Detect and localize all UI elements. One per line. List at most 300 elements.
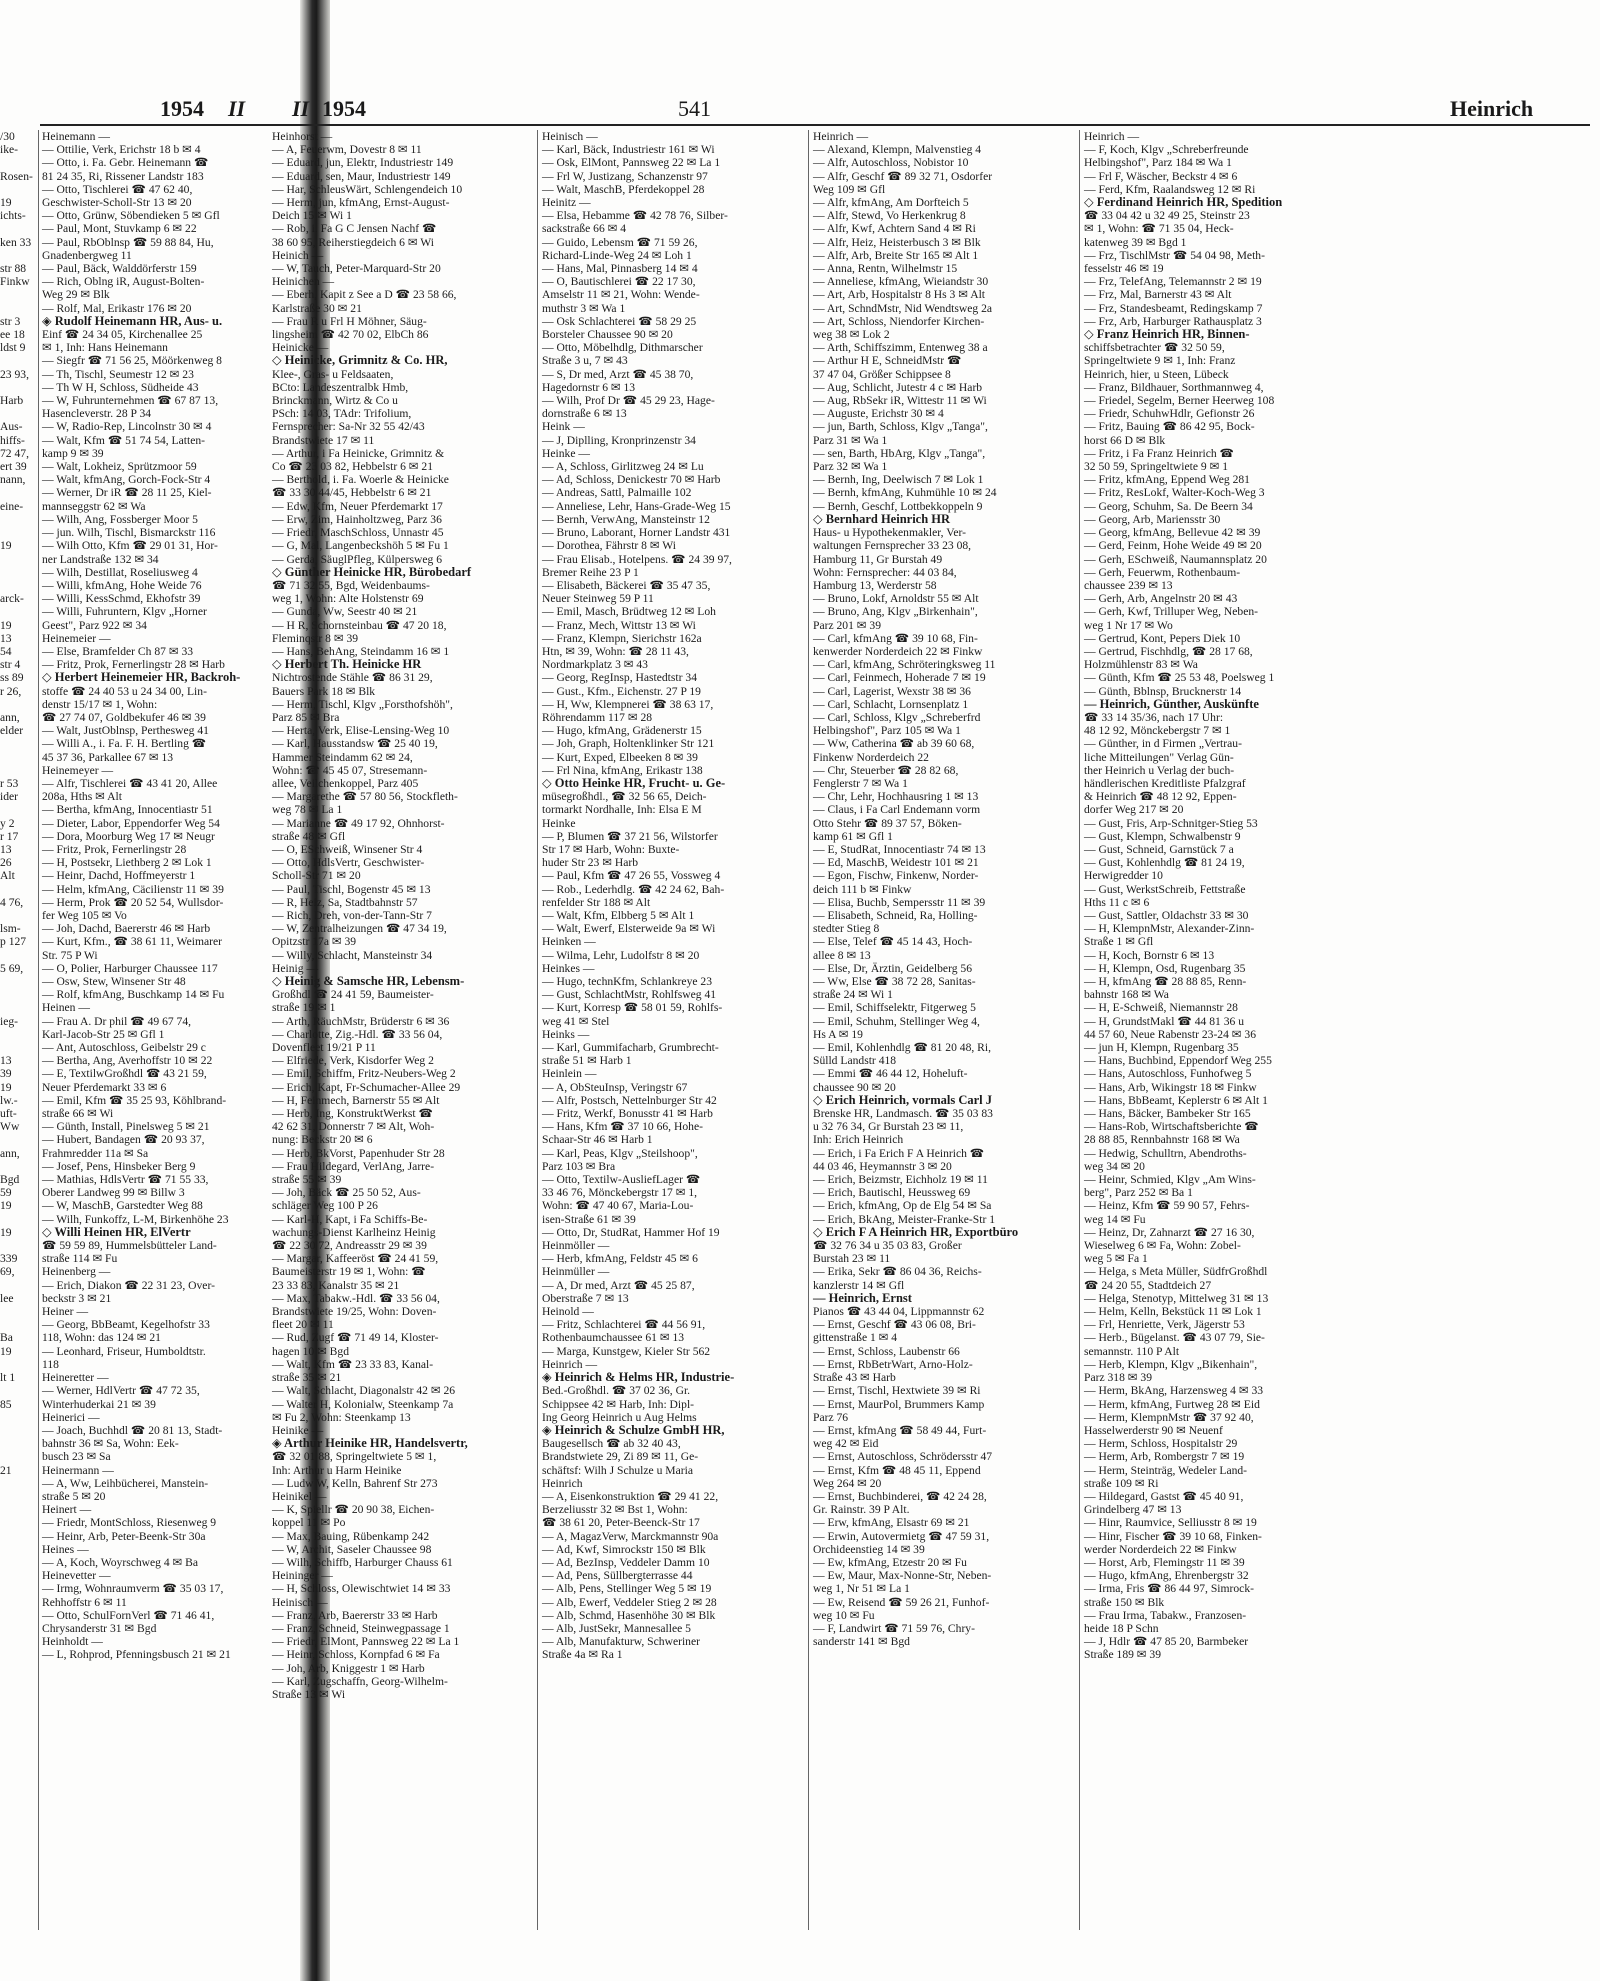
- margin-fragment: [0, 1160, 40, 1173]
- directory-entry-line: — Hugo, technKfm, Schlankreye 23: [542, 975, 713, 988]
- directory-entry-line: — Hugo, kfmAng, Ehrenbergstr 32: [1084, 1569, 1249, 1583]
- margin-fragment: str 88: [0, 262, 27, 276]
- directory-entry-line: — Aug, RbSekr iR, Wittestr 11 ✉ Wi: [813, 394, 987, 408]
- directory-entry-line: — Ernst, Tischl, Hextwiete 39 ✉ Ri: [813, 1384, 981, 1398]
- surname-heading: Heinisch —: [542, 130, 598, 143]
- directory-entry-line: — Erich, Kapt, Fr-Schumacher-Allee 29: [272, 1080, 461, 1094]
- directory-entry-line: berg", Parz 252 ✉ Ba 1: [1084, 1186, 1193, 1200]
- directory-entry-line: — Gust, Kohlenhdlg ☎ 81 24 19,: [1084, 856, 1245, 870]
- directory-entry-line: kanzlerstr 14 ✉ Gfl: [813, 1278, 905, 1292]
- directory-entry-line: — W, Archit, Saseler Chaussee 98: [272, 1542, 432, 1556]
- directory-entry-line: — Alfr, Postsch, Nettelnburger Str 42: [542, 1093, 717, 1107]
- margin-fragment: 5 69,: [0, 961, 24, 975]
- directory-entry-line: Neuer Pferdemarkt 33 ✉ 6: [42, 1080, 167, 1094]
- directory-entry-line: Helbingshof", Parz 105 ✉ Wa 1: [813, 724, 961, 738]
- directory-entry-line: — Osk Schlachterei ☎ 58 29 25: [542, 314, 697, 328]
- directory-entry-line: — Ww, Else ☎ 38 72 28, Sanitas-: [813, 975, 976, 988]
- directory-entry-line: — Emil, Schiffm, Fritz-Neubers-Weg 2: [272, 1067, 456, 1081]
- margin-fragment: [0, 1384, 40, 1397]
- directory-entry-line: straße 24 ✉ Wi 1: [813, 988, 893, 1002]
- directory-entry-line: 28 88 85, Rennbahnstr 168 ✉ Wa: [1084, 1133, 1240, 1147]
- directory-entry-line: straße 5 ✉ 20: [42, 1489, 106, 1503]
- directory-entry-line: wachungs-Dienst Karlheinz Heinig: [272, 1225, 436, 1239]
- directory-entry-line: Winterhuderkai 21 ✉ 39: [42, 1397, 156, 1411]
- directory-entry-line: — sen, Barth, HbArg, Klgv „Tanga",: [813, 446, 986, 460]
- directory-entry-line: fer Weg 105 ✉ Vo: [42, 908, 127, 922]
- directory-entry-line: ◇ Otto Heinke HR, Frucht- u. Ge-: [542, 775, 726, 790]
- directory-entry-line: 44 57 60, Neue Rabenstr 23-24 ✉ 36: [1084, 1027, 1256, 1041]
- directory-entry-line: ☎ 32 01 88, Springeltwiete 5 ✉ 1,: [272, 1450, 437, 1464]
- directory-entry-line: — Frau Irma, Tabakw., Franzosen-: [1084, 1608, 1247, 1622]
- directory-entry-line: — Werner, Dr iR ☎ 28 11 25, Kiel-: [42, 486, 212, 500]
- margin-fragment: [0, 1239, 40, 1252]
- margin-fragment: ken 33: [0, 235, 32, 249]
- directory-entry-line: — Hugo, kfmAng, Grädenerstr 15: [542, 724, 702, 738]
- directory-entry-line: — Frz, Mal, Barnerstr 43 ✉ Alt: [1084, 288, 1232, 302]
- directory-entry-line: — Paul, Tischl, Bogenstr 45 ✉ 13: [272, 882, 431, 896]
- directory-entry-line: — Otto, Möbelhdlg, Dithmarscher: [542, 341, 703, 355]
- directory-entry-line: — Rich, Oblng iR, August-Bolten-: [42, 275, 205, 289]
- left-header-year: 1954: [160, 96, 204, 121]
- margin-fragment: nann,: [0, 473, 26, 487]
- directory-entry-line: denstr 15/17 ✉ 1, Wohn:: [42, 697, 158, 711]
- directory-entry-line: — Egon, Fischw, Finkenw, Norder-: [813, 869, 979, 883]
- directory-entry-line: waltungen Fernsprecher 33 23 08,: [813, 539, 972, 553]
- left-page-margin-fragments: [0, 130, 40, 1477]
- directory-entry-line: beckstr 3 ✉ 21: [42, 1291, 112, 1305]
- directory-entry-line: — Elisabeth, Schneid, Ra, Holling-: [813, 908, 978, 922]
- directory-entry-line: straße 150 ✉ Blk: [1084, 1595, 1165, 1609]
- surname-heading: Heinert —: [42, 1503, 92, 1517]
- surname-heading: Heineretter —: [42, 1371, 109, 1385]
- directory-entry-line: — Herm, Tischl, Klgv „Forsthofshöh",: [272, 697, 453, 711]
- directory-entry-line: Rothenbaumchaussee 61 ✉ 13: [542, 1331, 685, 1345]
- directory-entry-line: Weg 264 ✉ 20: [813, 1476, 882, 1490]
- directory-entry-line: — Wilh, Funkoffz, L-M, Birkenhöhe 23: [42, 1212, 229, 1226]
- margin-fragment: Alt: [0, 869, 15, 883]
- directory-entry-line: — Gust, WerkstSchreib, Fettstraße: [1084, 882, 1246, 896]
- directory-entry-line: — Paul, RbOblnsp ☎ 59 88 84, Hu,: [42, 235, 214, 249]
- directory-entry-line: — O, ESchweiß, Winsener Str 4: [272, 842, 423, 856]
- directory-entry-line: — Siegfr ☎ 71 56 25, Möörkenweg 8: [42, 354, 222, 368]
- directory-entry-line: ther Heinrich u Verlag der buch-: [1084, 763, 1235, 777]
- directory-entry-line: chaussee 90 ✉ 20: [813, 1080, 896, 1094]
- surname-heading: Heines —: [42, 1542, 89, 1556]
- margin-fragment: [0, 1424, 40, 1437]
- directory-entry-line: allee, Veilchenkoppel, Parz 405: [272, 776, 419, 790]
- directory-entry-line: — jun. Wilh, Tischl, Bismarckstr 116: [42, 526, 216, 540]
- directory-entry-line: 81 24 35, Ri, Rissener Landstr 183: [42, 169, 204, 183]
- directory-entry-line: — Carl, Feinmech, Hoherade 7 ✉ 19: [813, 671, 986, 685]
- directory-entry-line: — Andreas, Sattl, Palmaille 102: [542, 486, 692, 500]
- directory-entry-line: Finkenw Norderdeich 22: [813, 750, 929, 764]
- directory-entry-line: Bauers Park 18 ✉ Blk: [272, 684, 376, 698]
- directory-entry-line: dornstraße 6 ✉ 13: [542, 407, 627, 421]
- directory-entry-line: straße 114 ✉ Fu: [42, 1252, 118, 1266]
- directory-entry-line: — H, KlempnMstr, Alexander-Zinn-: [1084, 922, 1255, 936]
- directory-entry-line: — Claus, i Fa Carl Endemann vorm: [813, 803, 981, 817]
- directory-entry-line: Heinrich: [542, 1476, 583, 1490]
- directory-entry-line: — Bruno, Lokf, Arnoldstr 55 ✉ Alt: [813, 592, 979, 606]
- margin-fragment: ann,: [0, 710, 20, 724]
- directory-entry-line: — Ernst, MaurPol, Brummers Kamp: [813, 1397, 985, 1411]
- directory-entry-line: — Franz, Bildhauer, Sorthmannweg 4,: [1084, 380, 1264, 394]
- directory-entry-line: — Georg, RegInsp, Hastedtstr 34: [542, 671, 697, 685]
- directory-entry-line: — A, Ww, Leihbücherei, Manstein-: [42, 1476, 209, 1490]
- margin-fragment: [0, 949, 40, 962]
- directory-entry-line: — Günth, Bblnsp, Brucknerstr 14: [1084, 684, 1242, 698]
- directory-entry-line: — Joh, Bäck ☎ 25 50 52, Aus-: [272, 1186, 421, 1200]
- directory-entry-line: — Rolf, Mal, Erikastr 176 ✉ 20: [42, 301, 192, 315]
- directory-entry-line: 23 33 83, Kanalstr 35 ✉ 21: [272, 1278, 400, 1292]
- directory-entry-line: — Hans, Buchbind, Eppendorf Weg 255: [1084, 1054, 1272, 1068]
- directory-entry-line: — Heinr, Schmied, Klgv „Am Wins-: [1084, 1173, 1256, 1187]
- directory-entry-line: — Frl, Henriette, Verk, Jägerstr 53: [1084, 1318, 1245, 1332]
- margin-fragment: [0, 579, 40, 592]
- directory-entry-line: — Bruno, Laborant, Horner Landstr 431: [542, 526, 731, 540]
- directory-entry-line: ✉ 1, Wohn: ☎ 71 35 04, Heck-: [1084, 222, 1234, 236]
- directory-entry-line: — W, Fuhrunternehmen ☎ 67 87 13,: [42, 394, 219, 408]
- directory-entry-line: — Gust, Klempn, Schwalbenstr 9: [1084, 829, 1241, 843]
- directory-entry-line: — Walt, Ewerf, Elsterweide 9a ✉ Wi: [542, 922, 716, 936]
- directory-entry-line: ◇ Ferdinand Heinrich HR, Spedition: [1084, 195, 1283, 210]
- directory-entry-line: straße 109 ✉ Ri: [1084, 1476, 1159, 1490]
- directory-entry-line: — Marianne ☎ 49 17 92, Ohnhorst-: [272, 816, 445, 830]
- surname-heading: Heinemeyer —: [42, 763, 114, 777]
- directory-entry-line: nung: Beckstr 20 ✉ 6: [272, 1133, 373, 1147]
- directory-entry-line: — Willi A., i. Fa. F. H. Bertling ☎: [42, 737, 207, 751]
- directory-entry-line: — Herm, Schloss, Hospitalstr 29: [1084, 1437, 1238, 1451]
- margin-fragment: Rosen-: [0, 169, 33, 183]
- directory-entry-line: — Willi, Fuhruntern, Klgv „Horner: [42, 605, 207, 619]
- directory-entry-line: — Ed, MaschB, Weidestr 101 ✉ 21: [813, 856, 979, 870]
- directory-entry-line: — Kurt, Exped, Elbeeken 8 ✉ 39: [542, 750, 698, 764]
- directory-entry-line: — Eduard, sen, Maur, Industriestr 149: [272, 169, 451, 183]
- directory-entry-line: — Frau Hildegard, VerlAng, Jarre-: [272, 1159, 435, 1173]
- margin-fragment: 13: [0, 631, 12, 645]
- surname-heading: Heinenberg —: [42, 1265, 111, 1279]
- directory-entry-line: 48 12 92, Mönckebergstr 7 ✉ 1: [1084, 724, 1231, 738]
- surname-heading: Heinks —: [542, 1027, 590, 1041]
- directory-entry-line: — Heinr, Dachd, Hoffmeyerstr 1: [42, 869, 196, 883]
- directory-entry-line: Einf ☎ 24 34 05, Kirchenallee 25: [42, 328, 203, 342]
- directory-entry-line: kamp 61 ✉ Gfl 1: [813, 829, 893, 843]
- margin-fragment: [0, 156, 40, 169]
- directory-entry-line: — Anneliese, kfmAng, Wieiandstr 30: [813, 275, 989, 289]
- margin-fragment: [0, 553, 40, 566]
- margin-fragment: 21: [0, 1463, 12, 1477]
- directory-entry-line: — Erwin, Autovermietg ☎ 47 59 31,: [813, 1529, 990, 1543]
- margin-fragment: [0, 381, 40, 394]
- surname-heading: Heinig —: [272, 961, 319, 975]
- margin-fragment: 69,: [0, 1265, 15, 1279]
- directory-entry-line: — Alfr, kfmAng, Am Dorfteich 5: [813, 196, 969, 210]
- directory-entry-line: — Alfr, Geschf ☎ 89 32 71, Osdorfer: [813, 169, 993, 183]
- margin-fragment: 19: [0, 1225, 12, 1239]
- directory-entry-line: — Ew, Maur, Max-Nonne-Str, Neben-: [813, 1569, 992, 1583]
- directory-entry-line: muthstr 3 ✉ Wa 1: [542, 301, 626, 315]
- directory-entry-line: Weg 109 ✉ Gfl: [813, 182, 886, 196]
- directory-entry-line: — Berthold, i. Fa. Woerle & Heinicke: [272, 473, 449, 487]
- directory-entry-line: — Walt, Kfm, Elbberg 5 ✉ Alt 1: [542, 908, 695, 922]
- directory-entry-line: — Karl, Bäck, Industriestr 161 ✉ Wi: [542, 143, 715, 157]
- directory-entry-line: Holzmühlenstr 83 ✉ Wa: [1084, 658, 1198, 672]
- directory-entry-line: — Hildegard, Gastst ☎ 45 40 91,: [1084, 1489, 1244, 1503]
- surname-heading: Heinmüller —: [542, 1265, 610, 1279]
- directory-entry-line: Großhdl ☎ 24 41 59, Baumeister-: [272, 988, 434, 1002]
- surname-heading: Heinke —: [542, 446, 590, 460]
- directory-entry-line: schäftsf: Wilh J Schulze u Maria: [542, 1463, 693, 1477]
- directory-entry-line: 32 50 59, Springeltwiete 9 ✉ 1: [1084, 460, 1228, 474]
- directory-entry-line: ◈ Rudolf Heinemann HR, Aus- u.: [42, 313, 223, 328]
- margin-fragment: [0, 1358, 40, 1371]
- directory-entry-line: Straße 189 ✉ 39: [1084, 1648, 1162, 1662]
- directory-entry-line: — Elsa, Hebamme ☎ 42 78 76, Silber-: [542, 209, 728, 223]
- directory-entry-line: — O, Polier, Harburger Chaussee 117: [42, 961, 218, 975]
- margin-fragment: [0, 526, 40, 539]
- directory-entry-line: Parz 32 ✉ Wa 1: [813, 460, 888, 474]
- directory-entry-line: — Chr, Steuerber ☎ 28 82 68,: [813, 763, 959, 777]
- directory-entry-line: ◇ Herbert Heinemeier HR, Backroh-: [42, 670, 241, 685]
- directory-entry-line: — Otto, SchulFornVerl ☎ 71 46 41,: [42, 1608, 215, 1622]
- directory-entry-line: — Walt, Schlacht, Diagonalstr 42 ✉ 26: [272, 1384, 456, 1398]
- directory-entry-line: Parz 103 ✉ Bra: [542, 1159, 616, 1173]
- surname-heading: Heinike —: [272, 1423, 324, 1437]
- directory-entry-line: ◇ Herbert Th. Heinicke HR: [272, 657, 422, 672]
- directory-entry-line: Deich 15 ✉ Wi 1: [272, 209, 352, 223]
- directory-entry-line: — Alb, Ewerf, Veddeler Stieg 2 ✉ 28: [542, 1595, 717, 1609]
- directory-entry-line: Baugesellsch ☎ ab 32 40 43,: [542, 1437, 681, 1451]
- directory-entry-line: Fleminqstr 8 ✉ 39: [272, 631, 359, 645]
- margin-fragment: ichts-: [0, 209, 26, 223]
- directory-entry-line: Htn, ✉ 39, Wohn: ☎ 28 11 43,: [542, 644, 689, 658]
- margin-fragment: [0, 183, 40, 196]
- directory-entry-line: — Irmg, Wohnraumverm ☎ 35 03 17,: [42, 1582, 224, 1596]
- directory-entry-line: straße 66 ✉ Wi: [42, 1107, 114, 1121]
- directory-entry-line: — Irma, Fris ☎ 86 44 97, Simrock-: [1084, 1582, 1254, 1596]
- directory-entry-line: — Heinz, Dr, Zahnarzt ☎ 27 16 30,: [1084, 1225, 1255, 1239]
- directory-entry-line: — Walt, Kfm ☎ 51 74 54, Latten-: [42, 433, 206, 447]
- directory-entry-line: — Erich, Bautischl, Heussweg 69: [813, 1186, 971, 1200]
- margin-fragment: [0, 1213, 40, 1226]
- margin-fragment: ss 89: [0, 671, 24, 685]
- directory-entry-line: Otto Stehr ☎ 89 37 57, Böken-: [813, 816, 962, 830]
- margin-fragment: [0, 249, 40, 262]
- directory-entry-line: — Ernst, Schloss, Laubenstr 66: [813, 1344, 960, 1358]
- directory-entry-line: Parz 85 ✉ Bra: [272, 710, 340, 724]
- directory-entry-line: Schaar-Str 46 ✉ Harb 1: [542, 1133, 653, 1147]
- directory-entry-line: Scholl-Str 71 ✉ 20: [272, 869, 361, 883]
- directory-entry-line: Pianos ☎ 43 44 04, Lippmannstr 62: [813, 1305, 985, 1319]
- directory-entry-line: händlerischen Kreditliste Pfalzgraf: [1084, 776, 1246, 790]
- directory-entry-line: — E, TextilwGroßhdl ☎ 43 21 59,: [42, 1067, 207, 1081]
- directory-entry-line: ◇ Willi Heinen HR, ElVertr: [42, 1224, 191, 1239]
- directory-entry-line: — Fritz, Schlachterei ☎ 44 56 91,: [542, 1318, 706, 1332]
- directory-entry-line: Klee-, Gras- u Feldsaaten,: [272, 367, 394, 381]
- margin-fragment: 19: [0, 1344, 12, 1358]
- directory-entry-line: weg 14 ✉ Fu: [1084, 1212, 1146, 1226]
- directory-entry-line: — Gust., Kfm., Eichenstr. 27 P 19: [542, 684, 701, 698]
- directory-entry-line: Inh: Erich Heinrich: [813, 1133, 904, 1147]
- directory-entry-line: — Bernh, Ing, Deelwisch 7 ✉ Lok 1: [813, 473, 984, 487]
- directory-entry-line: — Max, Bauing, Rübenkamp 242: [272, 1529, 430, 1543]
- surname-heading: Heinermann —: [42, 1463, 114, 1477]
- margin-fragment: 72 47,: [0, 446, 29, 460]
- surname-heading: Heinemeier —: [42, 631, 111, 645]
- margin-fragment: eine-: [0, 499, 24, 513]
- directory-entry-line: — Günth, Kfm ☎ 25 53 48, Poelsweg 1: [1084, 671, 1275, 685]
- directory-entry-line: — Hubert, Bandagen ☎ 20 93 37,: [42, 1133, 205, 1147]
- directory-entry-line: — Emil, Masch, Brüdtweg 12 ✉ Loh: [542, 605, 716, 619]
- directory-entry-line: 44 03 46, Heymannstr 3 ✉ 20: [813, 1159, 952, 1173]
- directory-entry-line: — Ernst, Kfm ☎ 48 45 11, Eppend: [813, 1463, 981, 1477]
- directory-entry-line: — Emil, Kfm ☎ 35 25 93, Köhlbrand-: [42, 1093, 227, 1107]
- directory-entry-line: — Hinr, Fischer ☎ 39 10 68, Finken-: [1084, 1529, 1262, 1543]
- directory-entry-line: Hasselwerderstr 90 ✉ Neuenf: [1084, 1423, 1223, 1437]
- directory-entry-line: — Heinr, Schloss, Kornpfad 6 ✉ Fa: [272, 1648, 440, 1662]
- left-page: [0, 0, 300, 1981]
- directory-entry-line: Ing Georg Heinrich u Aug Helms: [542, 1410, 697, 1424]
- directory-entry-line: — Erika, Sekr ☎ 86 04 36, Reichs-: [813, 1265, 982, 1279]
- directory-entry-line: — J, Hdlr ☎ 47 85 20, Barmbeker: [1084, 1635, 1249, 1649]
- directory-entry-line: Brinckmann, Wirtz & Co u: [272, 394, 398, 408]
- directory-entry-line: — Herb, Ing, KonstruktWerkst ☎: [272, 1107, 433, 1121]
- directory-entry-line: Opitzstr 17a ✉ 39: [272, 935, 357, 949]
- directory-entry-line: 33 46 76, Mönckebergstr 17 ✉ 1,: [542, 1186, 698, 1200]
- directory-entry-line: straße 19 ✉ 1: [272, 1001, 336, 1015]
- directory-entry-line: ☎ 71 32 55, Bgd, Weidenbaums-: [272, 578, 430, 592]
- directory-entry-line: — Auguste, Erichstr 30 ✉ 4: [813, 407, 944, 421]
- directory-entry-line: Heinrich, hier, u Steen, Lübeck: [1084, 367, 1229, 381]
- directory-entry-line: — Carl, kfmAng ☎ 39 10 68, Fin-: [813, 631, 978, 645]
- directory-entry-line: Röhrendamm 117 ✉ 28: [542, 710, 653, 724]
- directory-entry-line: — Alfr, Kwf, Achtern Sand 4 ✉ Ri: [813, 222, 976, 236]
- margin-fragment: ldst 9: [0, 341, 26, 355]
- margin-fragment: 19: [0, 196, 12, 210]
- surname-heading: Heinemann —: [42, 130, 110, 143]
- directory-entry-line: Str. 75 P Wi: [42, 948, 98, 962]
- directory-entry-line: — Elfriede, Verk, Kisdorfer Weg 2: [272, 1054, 434, 1068]
- directory-entry-line: chaussee 239 ✉ 13: [1084, 578, 1173, 592]
- directory-entry-line: — Ad, Schloss, Denickestr 70 ✉ Harb: [542, 473, 721, 487]
- margin-fragment: r 26,: [0, 684, 22, 698]
- directory-entry-line: schiffsbetrachter ☎ 32 50 59,: [1084, 341, 1225, 355]
- surname-heading: Heinkes —: [542, 961, 595, 975]
- directory-entry-line: — Elisa, Buchb, Sempersstr 11 ✉ 39: [813, 895, 986, 909]
- right-header-rule: [270, 124, 1590, 126]
- margin-fragment: [0, 988, 40, 1001]
- directory-entry-line: — Karl, Peas, Klgv „Steilshoop",: [542, 1146, 698, 1160]
- directory-entry-line: straße 51 ✉ Harb 1: [542, 1054, 632, 1068]
- directory-entry-line: — Hans, Mal, Pinnasberg 14 ✉ 4: [542, 262, 698, 276]
- directory-entry-line: — Fritz, Prok, Fernerlingstr 28 ✉ Harb: [42, 658, 225, 672]
- directory-entry-line: straße 48 ✉ Gfl: [272, 829, 346, 843]
- directory-entry-line: Parz 318 ✉ 39: [1084, 1371, 1152, 1385]
- surname-heading: Heinikel —: [272, 1489, 327, 1503]
- directory-entry-line: — W, Radio-Rep, Lincolnstr 30 ✉ 4: [42, 420, 212, 434]
- directory-entry-line: — Ernst, Buchbinderei, ☎ 42 24 28,: [813, 1489, 987, 1503]
- directory-entry-line: — Ew, kfmAng, Etzestr 20 ✉ Fu: [813, 1555, 967, 1569]
- directory-entry-line: ☎ 22 30 72, Andreasstr 29 ✉ 39: [272, 1239, 427, 1253]
- directory-entry-line: — Fritz, Bauing ☎ 86 42 95, Bock-: [1084, 420, 1255, 434]
- directory-entry-line: huder Str 23 ✉ Harb: [542, 856, 639, 870]
- directory-entry-line: — Erw, kfmAng, Elsastr 69 ✉ 21: [813, 1516, 970, 1530]
- directory-entry-line: ◇ Günther Heinicke HR, Bürobedarf: [272, 564, 472, 579]
- directory-entry-line: weg 1, Nr 51 ✉ La 1: [813, 1582, 910, 1596]
- directory-entry-line: — Frl F, Wäscher, Beckstr 4 ✉ 6: [1084, 169, 1238, 183]
- directory-entry-line: 118: [42, 1357, 59, 1371]
- directory-entry-line: — Günth, Install, Pinelsweg 5 ✉ 21: [42, 1120, 210, 1134]
- directory-entry-line: BCto: Landeszentralbk Hmb,: [272, 380, 409, 394]
- margin-fragment: [0, 1041, 40, 1054]
- directory-entry-line: — Margar, Kaffeeröst ☎ 24 41 59,: [272, 1252, 439, 1266]
- directory-entry-line: — Otto, Textilw-AusliefLager ☎: [542, 1173, 701, 1187]
- directory-entry-line: Hs A ✉ 19: [813, 1027, 863, 1041]
- directory-entry-line: kenwerder Norderdeich 22 ✉ Finkw: [813, 644, 983, 658]
- directory-entry-line: — L, Rohprod, Pfenningsbusch 21 ✉ 21: [42, 1648, 231, 1662]
- directory-entry-line: — Helm, kfmAng, Cäcilienstr 11 ✉ 39: [42, 882, 224, 896]
- directory-entry-line: — Hedwig, Schulltrn, Abendroths-: [1084, 1146, 1247, 1160]
- directory-entry-line: bahnstr 168 ✉ Wa: [1084, 988, 1169, 1002]
- directory-entry-line: ☎ 27 74 07, Goldbekufer 46 ✉ 39: [42, 710, 206, 724]
- directory-entry-line: — W, Tauch, Peter-Marquard-Str 20: [272, 262, 441, 276]
- directory-entry-line: — Arth, Schiffszimm, Entenweg 38 a: [813, 341, 988, 355]
- surname-heading: Heink —: [542, 420, 585, 434]
- directory-entry-line: — Helga, Stenotyp, Mittelweg 31 ✉ 13: [1084, 1291, 1269, 1305]
- margin-fragment: [0, 1279, 40, 1292]
- directory-entry-line: — Otto, HdlsVertr, Geschwister-: [272, 856, 425, 870]
- directory-entry-line: — Alfr, Autoschloss, Nobistor 10: [813, 156, 969, 170]
- directory-entry-line: — Friedr, SchuhwHdlr, Gefionstr 26: [1084, 407, 1255, 421]
- directory-entry-line: u 32 76 34, Gr Burstah 23 ✉ 11,: [813, 1120, 964, 1134]
- directory-entry-line: Hammer Steindamm 62 ✉ 24,: [272, 750, 413, 764]
- directory-entry-line: Schippsee 42 ✉ Harb, Inh: Dipl-: [542, 1397, 695, 1411]
- surname-heading: Heinhorst —: [272, 130, 333, 143]
- directory-entry-line: — Gust, SchlachtMstr, Rohlfsweg 41: [542, 988, 717, 1002]
- directory-column-4: [1084, 130, 1346, 1662]
- margin-fragment: [0, 698, 40, 711]
- directory-entry-line: lingsheim ☎ 42 70 02, ElbCh 86: [272, 328, 429, 342]
- directory-entry-line: — Otto, Dr, StudRat, Hammer Hof 19: [542, 1225, 720, 1239]
- directory-entry-line: — Dorothea, Fährstr 8 ✉ Wi: [542, 539, 676, 553]
- directory-entry-line: — Frau R u Frl H Möhner, Säug-: [272, 314, 427, 328]
- directory-entry-line: — Werner, HdlVertr ☎ 47 72 35,: [42, 1384, 200, 1398]
- directory-entry-line: — Else, Telef ☎ 45 14 43, Hoch-: [813, 935, 973, 949]
- directory-entry-line: — G, Mal, Langenbeckshöh 5 ✉ Fu 1: [272, 539, 449, 553]
- margin-fragment: [0, 975, 40, 988]
- directory-entry-line: — Georg, Arb, Mariensstr 30: [1084, 512, 1221, 526]
- directory-entry-line: — Paul, Bäck, Walddörferstr 159: [42, 262, 197, 276]
- directory-entry-line: — Ww, Catherina ☎ ab 39 60 68,: [813, 737, 975, 751]
- surname-heading: Heinerici —: [42, 1410, 100, 1424]
- directory-entry-line: — Wilh, Prof Dr ☎ 45 29 23, Hage-: [542, 394, 715, 408]
- directory-entry-line: — Hans-Rob, Wirtschaftsberichte ☎: [1084, 1120, 1259, 1134]
- margin-fragment: lw.-: [0, 1093, 18, 1107]
- margin-fragment: [0, 407, 40, 420]
- directory-entry-line: — Gertrud, Fischhdlg, ☎ 28 17 68,: [1084, 644, 1253, 658]
- directory-entry-line: Neuer Steinweg 59 P 11: [542, 592, 654, 606]
- directory-entry-line: Fenglerstr 7 ✉ Wa 1: [813, 776, 908, 790]
- directory-entry-line: — Herm, jun, kfmAng, Ernst-August-: [272, 196, 450, 210]
- directory-entry-line: Bremer Reihe 23 P 1: [542, 565, 639, 579]
- directory-entry-line: Geschwister-Scholl-Str 13 ✉ 20: [42, 196, 192, 210]
- surname-heading: Heinitz —: [542, 196, 591, 210]
- directory-entry-line: — Walt, Kfm ☎ 23 33 83, Kanal-: [272, 1357, 434, 1371]
- directory-entry-line: Geest", Parz 922 ✉ 34: [42, 618, 147, 632]
- directory-entry-line: Burstah 23 ✉ 11: [813, 1252, 891, 1266]
- directory-entry-line: dorfer Weg 217 ✉ 20: [1084, 803, 1184, 817]
- surname-heading: Heinrich —: [813, 130, 869, 143]
